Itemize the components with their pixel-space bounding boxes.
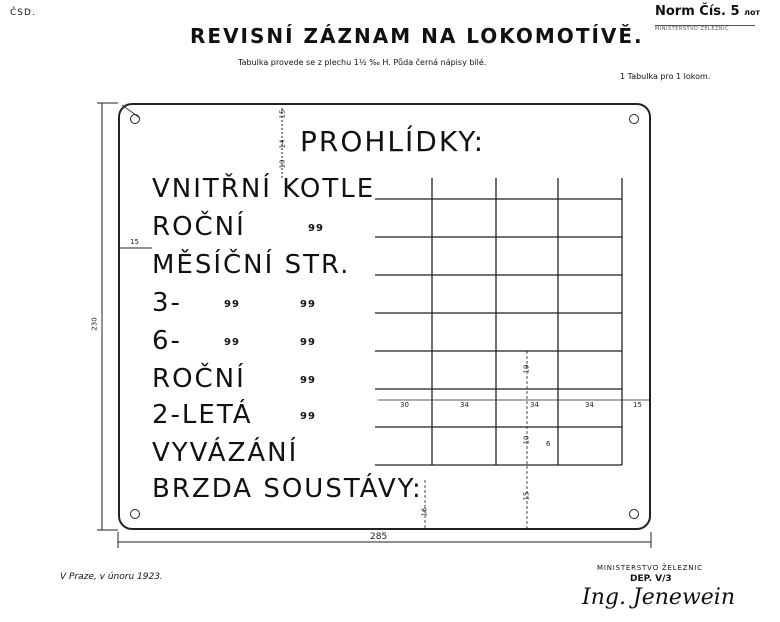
row-label: VYVÁZÁNÍ [152, 438, 299, 468]
ditto-mark: 99 [308, 223, 324, 234]
row-label: 2-LETÁ [152, 400, 253, 430]
small-dimension: 15 [522, 491, 531, 501]
height-dimension: 230 [90, 317, 99, 331]
ditto-mark: 99 [300, 375, 316, 386]
row-label: 6- [152, 326, 182, 356]
document-subtitle: Tabulka provede se z plechu 1½ ‰ H. Půda černá nápisy bílé. [238, 58, 487, 67]
ditto-mark: 99 [224, 337, 240, 348]
agency-label: ČSD. [10, 8, 36, 18]
row-dimension: 19 [522, 364, 531, 374]
col-dimension: 15 [633, 401, 642, 409]
place-date: V Praze, v únoru 1923. [60, 572, 163, 582]
top-dimension: 10 [278, 159, 287, 169]
row-label: ROČNÍ [152, 364, 246, 394]
top-dimension: 15 [278, 109, 287, 119]
top-dimension: 14 [278, 139, 287, 149]
mount-hole [629, 114, 639, 124]
norm-suffix: лот [744, 8, 761, 17]
plate-heading: PROHLÍDKY: [300, 125, 486, 158]
ditto-mark: 99 [300, 299, 316, 310]
ministry-label: MINISTERSTVO ŽELEZNIC [597, 564, 703, 572]
mount-hole [130, 509, 140, 519]
ditto-mark: 99 [224, 299, 240, 310]
ditto-mark: 99 [300, 411, 316, 422]
norm-sub: MINISTERSTVO ŽELEZNIC [655, 25, 755, 32]
mount-hole [130, 114, 140, 124]
width-dimension: 285 [370, 532, 388, 542]
mount-hole [629, 509, 639, 519]
small-dimension: 10 [522, 435, 531, 445]
small-dimension: 6 [546, 440, 551, 448]
row-label: VNITŘNÍ KOTLE [152, 174, 376, 204]
tab-note: 1 Tabulka pro 1 lokom. [620, 72, 711, 81]
row-label: BRZDA SOUSTÁVY: [152, 474, 423, 504]
norm-label: Norm Čís. 5 [655, 4, 740, 19]
signature: Ing. Jenewein [582, 585, 736, 610]
row-label: MĚSÍČNÍ STR. [152, 250, 351, 280]
margin-dimension: 15 [130, 238, 139, 246]
row-label: 3- [152, 288, 182, 318]
row-label: ROČNÍ [152, 212, 246, 242]
small-dimension: 16 [420, 507, 429, 517]
ditto-mark: 99 [300, 337, 316, 348]
department-label: DEP. V/3 [630, 574, 672, 584]
col-dimension: 34 [530, 401, 539, 409]
col-dimension: 30 [400, 401, 409, 409]
document-title: REVISNÍ ZÁZNAM NA LOKOMOTÍVĚ. [190, 24, 644, 48]
col-dimension: 34 [460, 401, 469, 409]
col-dimension: 34 [585, 401, 594, 409]
